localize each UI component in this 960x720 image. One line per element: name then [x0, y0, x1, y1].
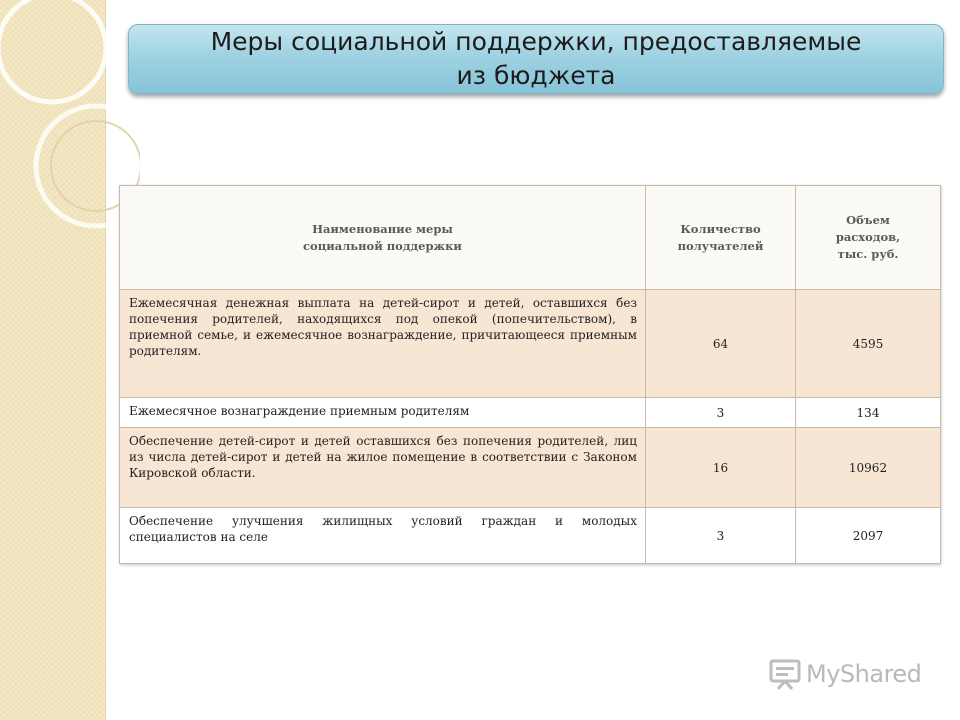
- header-expense-line: Объем: [846, 213, 890, 227]
- slide-title-line-2: из бюджета: [456, 61, 616, 90]
- presentation-board-icon: [768, 657, 802, 691]
- measure-name-cell: Обеспечение детей-сирот и детей оставшихся без попечения родителей, лиц из числа детей-сирот и детей на жилое помещение в соответствии с Законом Кировской области.: [120, 428, 646, 508]
- header-expense-line: тыс. руб.: [837, 247, 899, 261]
- expense-cell: 10962: [796, 428, 941, 508]
- watermark-text: MyShared: [806, 660, 922, 688]
- measure-name-cell: Обеспечение улучшения жилищных условий граждан и молодых специалистов на селе: [120, 508, 646, 564]
- table-row: [120, 290, 941, 398]
- table-row: [120, 508, 941, 564]
- measure-name-cell: Ежемесячное вознаграждение приемным родителям: [120, 398, 646, 428]
- header-measure-name: [120, 186, 646, 290]
- expense-cell: 2097: [796, 508, 941, 564]
- expense-cell: 134: [796, 398, 941, 428]
- recipients-count-cell: 16: [646, 428, 796, 508]
- recipients-count-cell: 3: [646, 508, 796, 564]
- table-row: [120, 398, 941, 428]
- recipients-count-cell: 64: [646, 290, 796, 398]
- recipients-count-cell: 3: [646, 398, 796, 428]
- header-measure-name-line: Наименование меры: [312, 221, 453, 236]
- table-header-row: [120, 186, 941, 290]
- header-recipients-line: Количество: [680, 221, 761, 236]
- expense-cell: 4595: [796, 290, 941, 398]
- header-expense-line: расходов,: [835, 230, 901, 244]
- table-row: [120, 428, 941, 508]
- header-recipients-line: получателей: [677, 238, 764, 253]
- support-measures-table: [119, 185, 940, 564]
- header-expense-volume: [796, 186, 941, 290]
- header-measure-name-line: социальной поддержки: [303, 238, 462, 253]
- slide-title-line-1: Меры социальной поддержки, предоставляемые: [210, 27, 862, 56]
- slide-title: [128, 24, 944, 94]
- myshared-watermark: [768, 656, 921, 692]
- header-recipients-count: [646, 186, 796, 290]
- measure-name-cell: Ежемесячная денежная выплата на детей-сирот и детей, оставшихся без попечения родителей, находящихся под опекой (попечительством), в приемной семье, и ежемесячное вознаграждение, причитающееся приемным родителям.: [120, 290, 646, 398]
